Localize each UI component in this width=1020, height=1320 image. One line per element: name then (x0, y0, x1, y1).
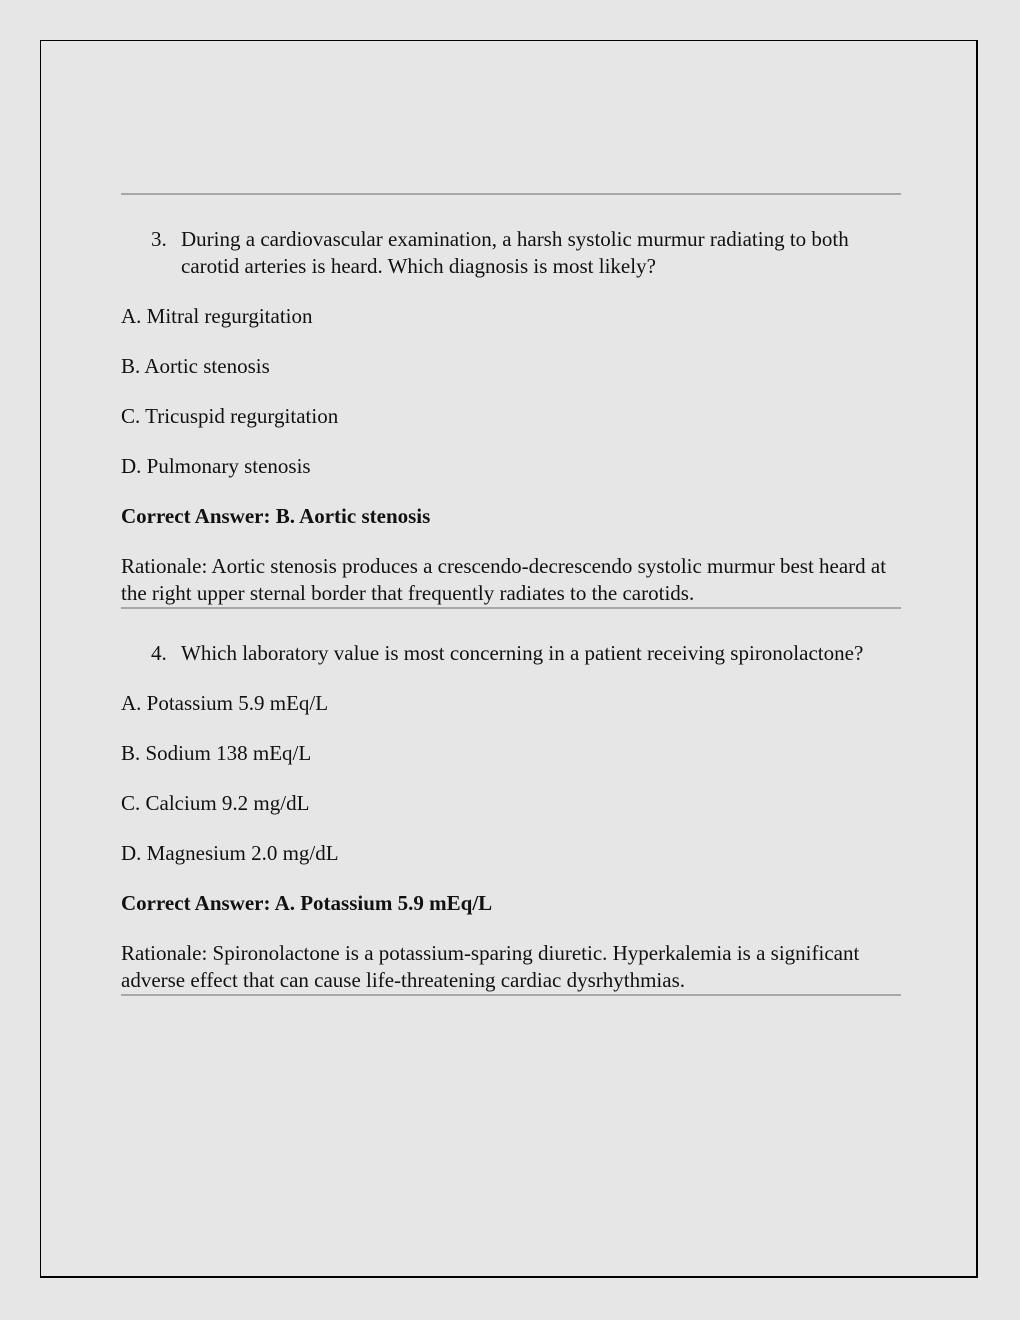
question-text: During a cardiovascular examination, a harsh systolic murmur radiating to both carotid arteries is heard. Which diagnosis is most likely? (181, 227, 849, 278)
question-stem (151, 226, 901, 280)
question-text: Which laboratory value is most concerning in a patient receiving spironolactone? (181, 641, 864, 665)
document-content (121, 191, 901, 996)
divider (121, 994, 901, 996)
answer-option-a: A. Mitral regurgitation (121, 304, 313, 328)
correct-answer: Correct Answer: B. Aortic stenosis (121, 504, 431, 528)
answer-option-d: D. Magnesium 2.0 mg/dL (121, 841, 339, 865)
rationale: Rationale: Spironolactone is a potassium-sparing diuretic. Hyperkalemia is a significant adverse effect that can cause life-threatening cardiac dysrhythmias. (121, 941, 860, 992)
divider (121, 193, 901, 195)
question-block-4 (121, 640, 901, 994)
document-page (40, 40, 978, 1278)
rationale: Rationale: Aortic stenosis produces a crescendo-decrescendo systolic murmur best heard at the right upper sternal border that frequently radiates to the carotids. (121, 554, 887, 605)
question-stem (151, 640, 901, 667)
answer-option-b: B. Aortic stenosis (121, 354, 270, 378)
answer-option-c: C. Tricuspid regurgitation (121, 404, 339, 428)
answer-option-c: C. Calcium 9.2 mg/dL (121, 791, 310, 815)
question-number: 4. (151, 641, 167, 665)
answer-option-a: A. Potassium 5.9 mEq/L (121, 691, 329, 715)
answer-option-b: B. Sodium 138 mEq/L (121, 741, 312, 765)
divider (121, 607, 901, 609)
question-block-3 (121, 226, 901, 607)
answer-option-d: D. Pulmonary stenosis (121, 454, 311, 478)
question-number: 3. (151, 227, 167, 251)
correct-answer: Correct Answer: A. Potassium 5.9 mEq/L (121, 891, 493, 915)
